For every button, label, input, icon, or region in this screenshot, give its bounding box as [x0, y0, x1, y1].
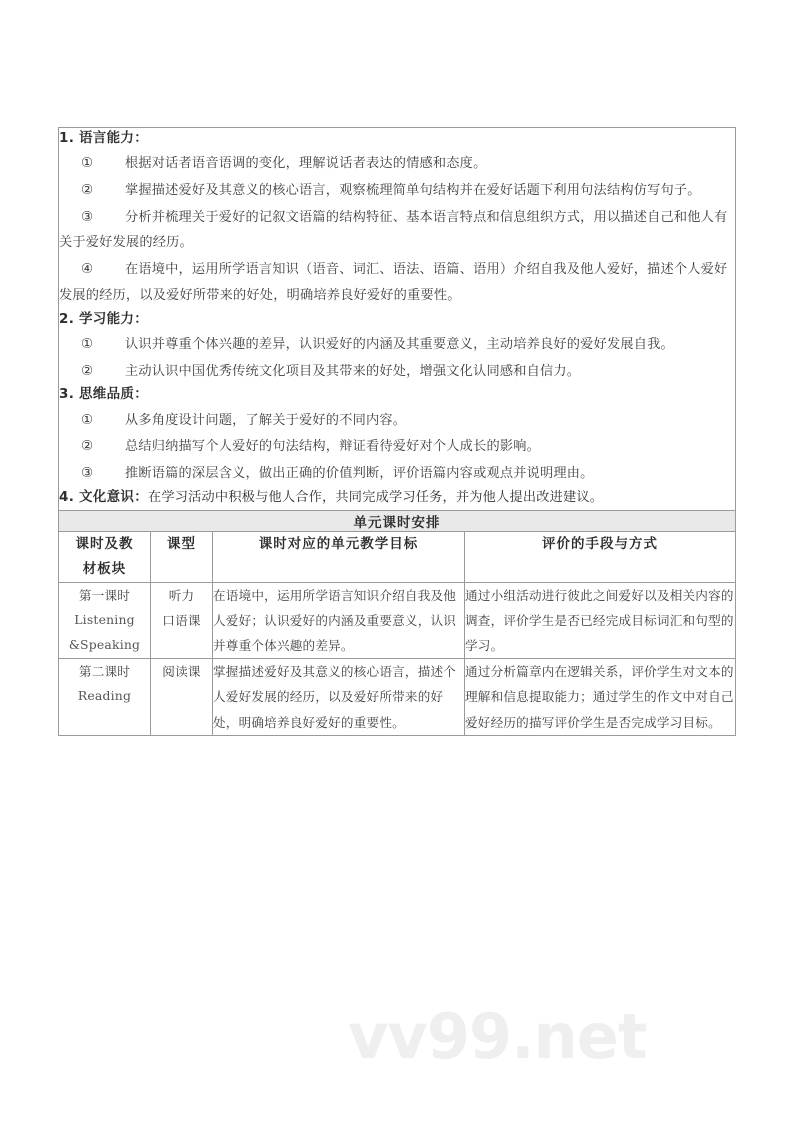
- schedule-title-row: [59, 510, 736, 531]
- lesson-label: 第一课时: [78, 587, 131, 603]
- section-title-1: 语言能力：: [79, 130, 148, 146]
- lesson-label-en: &Speaking: [68, 636, 141, 652]
- table-row: [59, 659, 736, 736]
- row-assessment-cell: 通过分析篇章内在逻辑关系，评价学生对文本的理解和信息提取能力；通过学生的作文中对自己爱好经历的描写评价学生是否完成学习目标。: [465, 659, 736, 736]
- objective-section-heading-1: [59, 128, 735, 148]
- section-inline-body-4: 在学习活动中积极与他人合作，共同完成学习任务，并为他人提出改进建议。: [148, 489, 604, 505]
- item-text: 推断语篇的深层含义，做出正确的价值判断，评价语篇内容或观点并说明理由。: [125, 466, 594, 482]
- objective-item: [59, 407, 735, 434]
- type-line: 听力: [168, 587, 195, 603]
- row-objective-cell: 在语境中，运用所学语言知识介绍自我及他人爱好；认识爱好的内涵及重要意义，认识并尊重个体兴趣的差异。: [213, 582, 465, 659]
- item-marker: ②: [81, 438, 94, 455]
- lesson-label-en: Reading: [77, 688, 132, 704]
- section-title-2: 学习能力：: [79, 310, 148, 327]
- objective-item: [59, 150, 735, 177]
- unit-plan-table: [58, 127, 736, 736]
- item-text: 从多角度设计问题，了解关于爱好的不同内容。: [125, 412, 407, 428]
- lesson-label-en: Listening: [74, 611, 135, 627]
- item-marker: ②: [81, 362, 94, 379]
- row-type-cell: [151, 582, 213, 659]
- schedule-header-type: 课型: [151, 531, 213, 582]
- header-line: 材板块: [82, 560, 127, 577]
- objective-item: [59, 460, 735, 487]
- item-text: 根据对话者语音语调的变化，理解说话者表达的情感和态度。: [125, 156, 487, 172]
- row-lesson-cell: [59, 659, 151, 736]
- section-number-3: 3.: [59, 386, 75, 403]
- item-marker: ③: [81, 208, 94, 225]
- section-number-2: 2.: [59, 310, 75, 327]
- schedule-header-objective: 课时对应的单元教学目标: [213, 531, 465, 582]
- schedule-header-lesson: [59, 531, 151, 582]
- item-marker: ①: [81, 411, 94, 428]
- objective-item: [59, 177, 735, 204]
- lesson-label: 第二课时: [78, 664, 131, 680]
- objective-section-heading-2: [59, 309, 735, 329]
- section-number-4: 4.: [59, 488, 75, 505]
- item-marker: ①: [81, 155, 94, 172]
- schedule-title: 单元课时安排: [59, 510, 736, 531]
- table-row: [59, 582, 736, 659]
- objective-item: [59, 204, 735, 256]
- item-text: 分析并梳理关于爱好的记叙文语篇的结构特征、基本语言特点和信息组织方式，用以描述自己和他人有关于爱好发展的经历。: [59, 209, 728, 251]
- schedule-header-row: [59, 531, 736, 582]
- watermark: vv99.net: [348, 1000, 647, 1073]
- row-type-cell: [151, 659, 213, 736]
- type-line: 阅读课: [162, 664, 201, 680]
- objective-item: [59, 256, 735, 308]
- section-title-4: 文化意识：: [79, 488, 148, 505]
- section-title-3: 思维品质：: [79, 386, 148, 403]
- objective-item: [59, 433, 735, 460]
- item-marker: ④: [81, 261, 94, 278]
- objective-item: [59, 331, 735, 358]
- header-line: 课时及教: [75, 535, 134, 552]
- row-objective-cell: 掌握描述爱好及其意义的核心语言，描述个人爱好发展的经历，以及爱好所带来的好处，明确培养良好爱好的重要性。: [213, 659, 465, 736]
- item-text: 总结归纳描写个人爱好的句法结构，辩证看待爱好对个人成长的影响。: [125, 439, 541, 455]
- type-line: 口语课: [162, 612, 201, 628]
- objective-item: [59, 358, 735, 385]
- schedule-header-assessment: 评价的手段与方式: [465, 531, 736, 582]
- row-lesson-cell: [59, 582, 151, 659]
- item-marker: ①: [81, 335, 94, 352]
- item-text: 认识并尊重个体兴趣的差异，认识爱好的内涵及其重要意义，主动培养良好的爱好发展自我。: [125, 336, 674, 352]
- objectives-cell: [59, 128, 736, 511]
- item-text: 主动认识中国优秀传统文化项目及其带来的好处，增强文化认同感和自信力。: [125, 363, 581, 379]
- item-text: 在语境中，运用所学语言知识（语音、词汇、语法、语篇、语用）介绍自我及他人爱好，描述个人爱好发展的经历，以及爱好所带来的好处，明确培养良好爱好的重要性。: [59, 262, 728, 303]
- objective-section-heading-4: [59, 487, 735, 508]
- item-marker: ②: [81, 181, 94, 198]
- section-number-1: 1.: [59, 130, 75, 146]
- item-text: 掌握描述爱好及其意义的核心语言，观察梳理简单句结构并在爱好话题下利用句法结构仿写句子。: [125, 182, 701, 198]
- item-marker: ③: [81, 465, 94, 482]
- objectives-row: [59, 128, 736, 511]
- objective-section-heading-3: [59, 384, 735, 404]
- row-assessment-cell: 通过小组活动进行彼此之间爱好以及相关内容的调查，评价学生是否已经完成目标词汇和句型的学习。: [465, 582, 736, 659]
